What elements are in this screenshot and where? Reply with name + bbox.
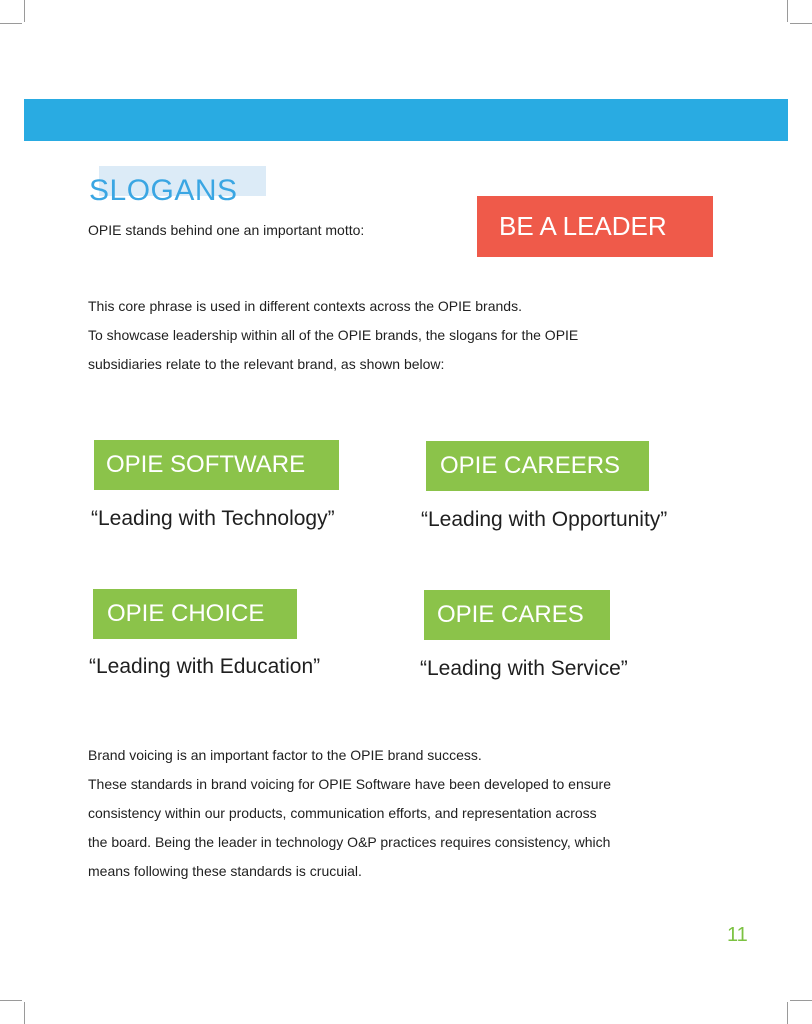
crop-mark bbox=[24, 1002, 25, 1024]
crop-mark bbox=[787, 1002, 788, 1024]
paragraph-line: the board. Being the leader in technology O&P practices requires consistency, which bbox=[88, 834, 611, 850]
core-paragraph bbox=[88, 292, 578, 379]
motto-badge: BE A LEADER bbox=[477, 196, 713, 257]
brand-opie-choice: OPIE CHOICE bbox=[93, 589, 297, 639]
paragraph-line: These standards in brand voicing for OPIE Software have been developed to ensure bbox=[88, 776, 611, 792]
crop-mark bbox=[0, 23, 22, 24]
page-title: SLOGANS bbox=[89, 174, 238, 207]
page-number: 11 bbox=[727, 924, 748, 946]
motto-intro-text: OPIE stands behind one an important motto: bbox=[88, 222, 365, 238]
paragraph-line: Brand voicing is an important factor to the OPIE brand success. bbox=[88, 747, 482, 763]
voicing-paragraph bbox=[88, 741, 611, 886]
slogan-opie-software: “Leading with Technology” bbox=[91, 507, 335, 530]
header-bar bbox=[24, 99, 788, 141]
slogan-opie-careers: “Leading with Opportunity” bbox=[421, 508, 668, 531]
paragraph-line: This core phrase is used in different contexts across the OPIE brands. bbox=[88, 298, 522, 314]
brand-opie-careers: OPIE CAREERS bbox=[426, 441, 649, 491]
crop-mark bbox=[790, 23, 812, 24]
crop-mark bbox=[24, 0, 25, 22]
slogan-opie-cares: “Leading with Service” bbox=[420, 657, 628, 680]
paragraph-line: subsidiaries relate to the relevant brand, as shown below: bbox=[88, 356, 445, 372]
brand-opie-software: OPIE SOFTWARE bbox=[94, 440, 339, 490]
crop-mark bbox=[790, 1000, 812, 1001]
brand-opie-cares: OPIE CARES bbox=[424, 590, 610, 640]
slogan-opie-choice: “Leading with Education” bbox=[89, 655, 321, 678]
paragraph-line: means following these standards is crucuial. bbox=[88, 863, 362, 879]
crop-mark bbox=[0, 1000, 22, 1001]
paragraph-line: To showcase leadership within all of the OPIE brands, the slogans for the OPIE bbox=[88, 327, 579, 343]
paragraph-line: consistency within our products, communication efforts, and representation across bbox=[88, 805, 597, 821]
crop-mark bbox=[787, 0, 788, 22]
